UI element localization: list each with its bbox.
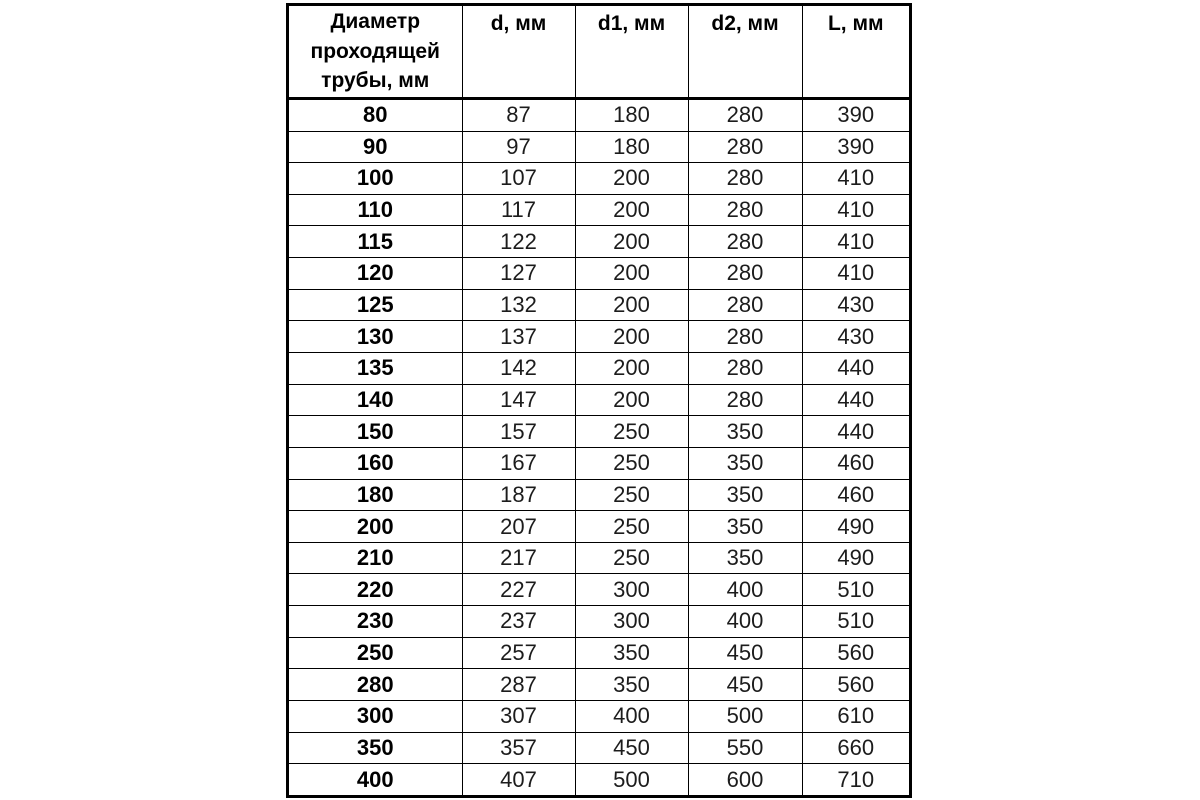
cell-d: 287 [462, 669, 575, 701]
cell-l: 660 [802, 732, 909, 764]
table-row [289, 701, 909, 733]
cell-d1: 300 [575, 574, 688, 606]
cell-l: 410 [802, 163, 909, 195]
spec-table-frame [286, 3, 912, 798]
cell-d1: 200 [575, 194, 688, 226]
cell-d2: 350 [688, 542, 802, 574]
cell-d: 137 [462, 321, 575, 353]
cell-d1: 250 [575, 542, 688, 574]
cell-l: 390 [802, 131, 909, 163]
cell-d1: 400 [575, 701, 688, 733]
table-row [289, 637, 909, 669]
cell-d1: 200 [575, 289, 688, 321]
cell-d: 132 [462, 289, 575, 321]
cell-d: 117 [462, 194, 575, 226]
cell-pipe-diameter: 130 [289, 321, 462, 353]
cell-pipe-diameter: 200 [289, 511, 462, 543]
table-row [289, 479, 909, 511]
cell-l: 430 [802, 289, 909, 321]
cell-d2: 350 [688, 479, 802, 511]
cell-d2: 450 [688, 637, 802, 669]
cell-d2: 280 [688, 194, 802, 226]
spec-table [289, 6, 909, 795]
table-row [289, 511, 909, 543]
cell-d1: 180 [575, 131, 688, 163]
cell-pipe-diameter: 120 [289, 258, 462, 290]
cell-d2: 280 [688, 353, 802, 385]
cell-d: 167 [462, 447, 575, 479]
cell-d2: 280 [688, 163, 802, 195]
cell-pipe-diameter: 115 [289, 226, 462, 258]
cell-d: 407 [462, 764, 575, 795]
cell-d2: 500 [688, 701, 802, 733]
table-row [289, 384, 909, 416]
cell-d2: 280 [688, 384, 802, 416]
cell-l: 560 [802, 669, 909, 701]
table-row [289, 321, 909, 353]
cell-d2: 280 [688, 289, 802, 321]
cell-l: 390 [802, 98, 909, 131]
table-row [289, 194, 909, 226]
cell-pipe-diameter: 135 [289, 353, 462, 385]
cell-d2: 280 [688, 321, 802, 353]
cell-pipe-diameter: 300 [289, 701, 462, 733]
table-row [289, 131, 909, 163]
cell-d1: 180 [575, 98, 688, 131]
cell-l: 410 [802, 226, 909, 258]
cell-d1: 200 [575, 163, 688, 195]
cell-d: 87 [462, 98, 575, 131]
cell-d2: 350 [688, 511, 802, 543]
cell-pipe-diameter: 90 [289, 131, 462, 163]
cell-d2: 350 [688, 416, 802, 448]
cell-l: 430 [802, 321, 909, 353]
cell-l: 460 [802, 447, 909, 479]
cell-d: 237 [462, 606, 575, 638]
cell-d1: 350 [575, 637, 688, 669]
table-row [289, 416, 909, 448]
cell-l: 410 [802, 194, 909, 226]
cell-d: 147 [462, 384, 575, 416]
cell-d2: 550 [688, 732, 802, 764]
cell-d2: 400 [688, 606, 802, 638]
header-pipe-diameter: Диаметр проходящей трубы, мм [289, 6, 462, 98]
table-row [289, 574, 909, 606]
cell-l: 610 [802, 701, 909, 733]
cell-d2: 350 [688, 447, 802, 479]
cell-d2: 400 [688, 574, 802, 606]
cell-pipe-diameter: 100 [289, 163, 462, 195]
cell-pipe-diameter: 350 [289, 732, 462, 764]
cell-pipe-diameter: 400 [289, 764, 462, 795]
cell-d1: 250 [575, 479, 688, 511]
cell-d2: 280 [688, 98, 802, 131]
cell-d: 207 [462, 511, 575, 543]
cell-d: 217 [462, 542, 575, 574]
cell-d: 142 [462, 353, 575, 385]
table-row [289, 98, 909, 131]
cell-d1: 200 [575, 384, 688, 416]
table-row [289, 163, 909, 195]
cell-l: 440 [802, 384, 909, 416]
cell-d1: 350 [575, 669, 688, 701]
table-row [289, 732, 909, 764]
cell-d1: 300 [575, 606, 688, 638]
table-body [289, 98, 909, 795]
header-d2: d2, мм [688, 6, 802, 98]
cell-pipe-diameter: 220 [289, 574, 462, 606]
header-row [289, 6, 909, 98]
cell-d1: 250 [575, 447, 688, 479]
header-d: d, мм [462, 6, 575, 98]
table-row [289, 353, 909, 385]
cell-d: 157 [462, 416, 575, 448]
cell-d: 257 [462, 637, 575, 669]
cell-d1: 200 [575, 353, 688, 385]
table-row [289, 764, 909, 795]
cell-d: 187 [462, 479, 575, 511]
cell-d: 357 [462, 732, 575, 764]
table-row [289, 226, 909, 258]
cell-l: 410 [802, 258, 909, 290]
cell-pipe-diameter: 180 [289, 479, 462, 511]
table-header [289, 6, 909, 98]
table-row [289, 289, 909, 321]
table-row [289, 606, 909, 638]
table-row [289, 542, 909, 574]
cell-pipe-diameter: 230 [289, 606, 462, 638]
table-row [289, 669, 909, 701]
cell-d1: 250 [575, 416, 688, 448]
header-l: L, мм [802, 6, 909, 98]
cell-d1: 250 [575, 511, 688, 543]
cell-pipe-diameter: 280 [289, 669, 462, 701]
cell-pipe-diameter: 160 [289, 447, 462, 479]
table-row [289, 447, 909, 479]
cell-l: 510 [802, 574, 909, 606]
cell-pipe-diameter: 80 [289, 98, 462, 131]
cell-l: 490 [802, 542, 909, 574]
table-row [289, 258, 909, 290]
cell-d2: 280 [688, 226, 802, 258]
cell-d2: 600 [688, 764, 802, 795]
cell-d2: 450 [688, 669, 802, 701]
cell-d: 307 [462, 701, 575, 733]
cell-d1: 450 [575, 732, 688, 764]
cell-pipe-diameter: 125 [289, 289, 462, 321]
cell-pipe-diameter: 210 [289, 542, 462, 574]
cell-d: 122 [462, 226, 575, 258]
cell-l: 440 [802, 353, 909, 385]
cell-pipe-diameter: 150 [289, 416, 462, 448]
cell-d1: 200 [575, 226, 688, 258]
cell-l: 440 [802, 416, 909, 448]
cell-l: 710 [837, 766, 875, 792]
header-d1: d1, мм [575, 6, 688, 98]
cell-d1: 500 [575, 764, 688, 795]
cell-d1: 200 [575, 321, 688, 353]
cell-pipe-diameter: 250 [289, 637, 462, 669]
cell-d2: 280 [688, 131, 802, 163]
cell-l: 510 [802, 606, 909, 638]
cell-pipe-diameter: 140 [289, 384, 462, 416]
cell-d1: 200 [575, 258, 688, 290]
cell-d: 107 [462, 163, 575, 195]
cell-l: 560 [802, 637, 909, 669]
cell-d2: 280 [688, 258, 802, 290]
cell-d: 97 [462, 131, 575, 163]
cell-l: 460 [802, 479, 909, 511]
cell-d: 127 [462, 258, 575, 290]
cell-l: 490 [802, 511, 909, 543]
cell-pipe-diameter: 110 [289, 194, 462, 226]
cell-d: 227 [462, 574, 575, 606]
